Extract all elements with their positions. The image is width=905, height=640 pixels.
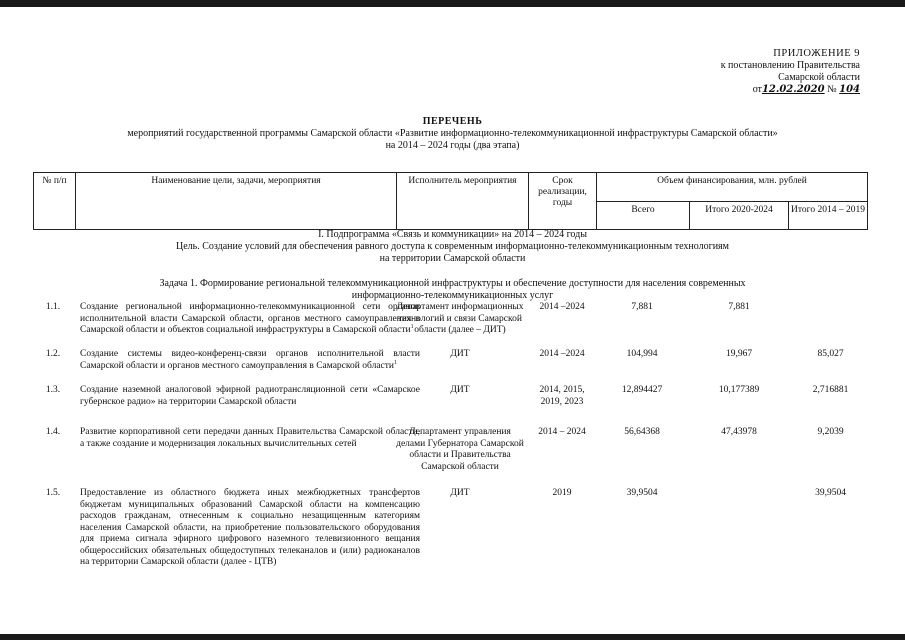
handwritten-number: 104 xyxy=(839,84,860,95)
row-number: 1.2. xyxy=(45,349,61,359)
row-total: 12,894427 xyxy=(621,385,663,395)
row-executor: Департамент информационных технологий и связи Самарской области (далее – ДИТ) xyxy=(396,302,524,335)
row-term: 2019 xyxy=(552,488,572,498)
title-line-2: мероприятий государственной программы Самарской области «Развитие информационно-телекоммуникационной инфраструктуры Самарской области» xyxy=(127,128,778,139)
row-name: Развитие корпоративной сети передачи данных Правительства Самарской области, а также создание и модернизация локальных вычислительных сетей xyxy=(80,427,420,449)
title-heading: ПЕРЕЧЕНЬ xyxy=(422,116,483,127)
table-header xyxy=(33,172,868,230)
row-total: 104,994 xyxy=(626,349,658,359)
row-total-2014: 85,027 xyxy=(817,349,844,359)
row-total-2020: 47,43978 xyxy=(721,427,757,437)
row-executor: Департамент управления делами Губернатора Самарской области и Правительства Самарской области xyxy=(396,427,524,472)
appendix-line-2: Самарской области xyxy=(778,72,860,83)
row-term: 2014, 2015, 2019, 2023 xyxy=(539,385,585,407)
row-total-2014: 2,716881 xyxy=(812,385,849,395)
row-name: Создание наземной аналоговой эфирной радиотрансляционной сети «Самарское губернское радио» на территории Самарской области xyxy=(80,385,420,407)
header-total: Всего xyxy=(597,201,690,230)
header-number: № п/п xyxy=(34,173,76,230)
appendix-date-line xyxy=(630,84,860,96)
row-number: 1.5. xyxy=(45,488,61,498)
appendix-title: ПРИЛОЖЕНИЕ 9 xyxy=(773,48,860,59)
scan-top-edge xyxy=(0,0,905,7)
row-total: 39,9504 xyxy=(626,488,658,498)
date-prefix: от xyxy=(752,84,762,95)
scan-bottom-edge xyxy=(0,634,905,640)
row-total-2020: 10,177389 xyxy=(718,385,760,395)
row-name: Создание системы видео-конференц-связи органов исполнительной власти Самарской области и органов местного самоуправления в Самарской области$^1$ xyxy=(80,349,420,371)
row-term: 2014 –2024 xyxy=(539,302,585,312)
row-total-2020: 19,967 xyxy=(725,349,753,359)
row-total-2014: 39,9504 xyxy=(815,488,846,498)
header-executor: Исполнитель мероприятия xyxy=(397,173,529,230)
row-number: 1.4. xyxy=(45,427,61,437)
task-line-2: информационно-телекоммуникационных услуг xyxy=(351,290,554,301)
row-executor: ДИТ xyxy=(450,488,470,498)
row-total: 7,881 xyxy=(631,302,653,312)
row-term: 2014 –2024 xyxy=(539,349,585,359)
number-prefix: № xyxy=(827,84,837,95)
appendix-block xyxy=(630,48,860,96)
header-financing: Объем финансирования, млн. рублей xyxy=(597,173,868,202)
goal-line-2: на территории Самарской области xyxy=(379,253,526,264)
row-total: 56,64368 xyxy=(624,427,660,437)
goal-line-1: Цель. Создание условий для обеспечения равного доступа к современным информационно-телекоммуникационным технологиям xyxy=(176,241,729,252)
row-total-2014: 9,2039 xyxy=(817,427,844,437)
handwritten-date: 12.02.2020 xyxy=(761,84,825,95)
header-total-2014: Итого 2014 – 2019 xyxy=(789,201,868,230)
row-number: 1.3. xyxy=(45,385,61,395)
row-name: Создание региональной информационно-телекоммуникационной сети органов исполнительной власти Самарской области, органов местного самоуправления в Самарской области и объектов социальной инфраструктуры в Самарской области$^1$ xyxy=(80,302,420,335)
row-term: 2014 – 2024 xyxy=(538,427,586,437)
subprogram-heading: I. Подпрограмма «Связь и коммуникации» на 2014 – 2024 годы xyxy=(318,229,587,240)
header-total-2020: Итого 2020-2024 xyxy=(690,201,789,230)
title-line-3: на 2014 – 2024 годы (два этапа) xyxy=(385,140,520,151)
row-executor: ДИТ xyxy=(450,349,470,359)
header-term: Срок реализации, годы xyxy=(529,173,597,230)
task-line-1: Задача 1. Формирование региональной телекоммуникационной инфраструктуры и обеспечение доступности для населения современных xyxy=(159,278,746,289)
document-title xyxy=(0,116,905,152)
header-name: Наименование цели, задачи, мероприятия xyxy=(76,173,397,230)
row-name: Предоставление из областного бюджета иных межбюджетных трансфертов бюджетам муниципальных образований Самарской области на компенсацию расходов гражданам, отнесенным к социально незащищенным категориям населения Самарской области, на приобретение пользовательского оборудования для приема сигнала эфирного цифрового наземного телевизионного вещания общероссийских обязательных общедоступных телеканалов и (или) радиоканалов на территории Самарской области (далее - ЦТВ) xyxy=(80,488,420,567)
row-number: 1.1. xyxy=(45,302,61,312)
row-total-2020: 7,881 xyxy=(728,302,750,312)
row-executor: ДИТ xyxy=(450,385,470,395)
appendix-line-1: к постановлению Правительства xyxy=(720,60,860,71)
